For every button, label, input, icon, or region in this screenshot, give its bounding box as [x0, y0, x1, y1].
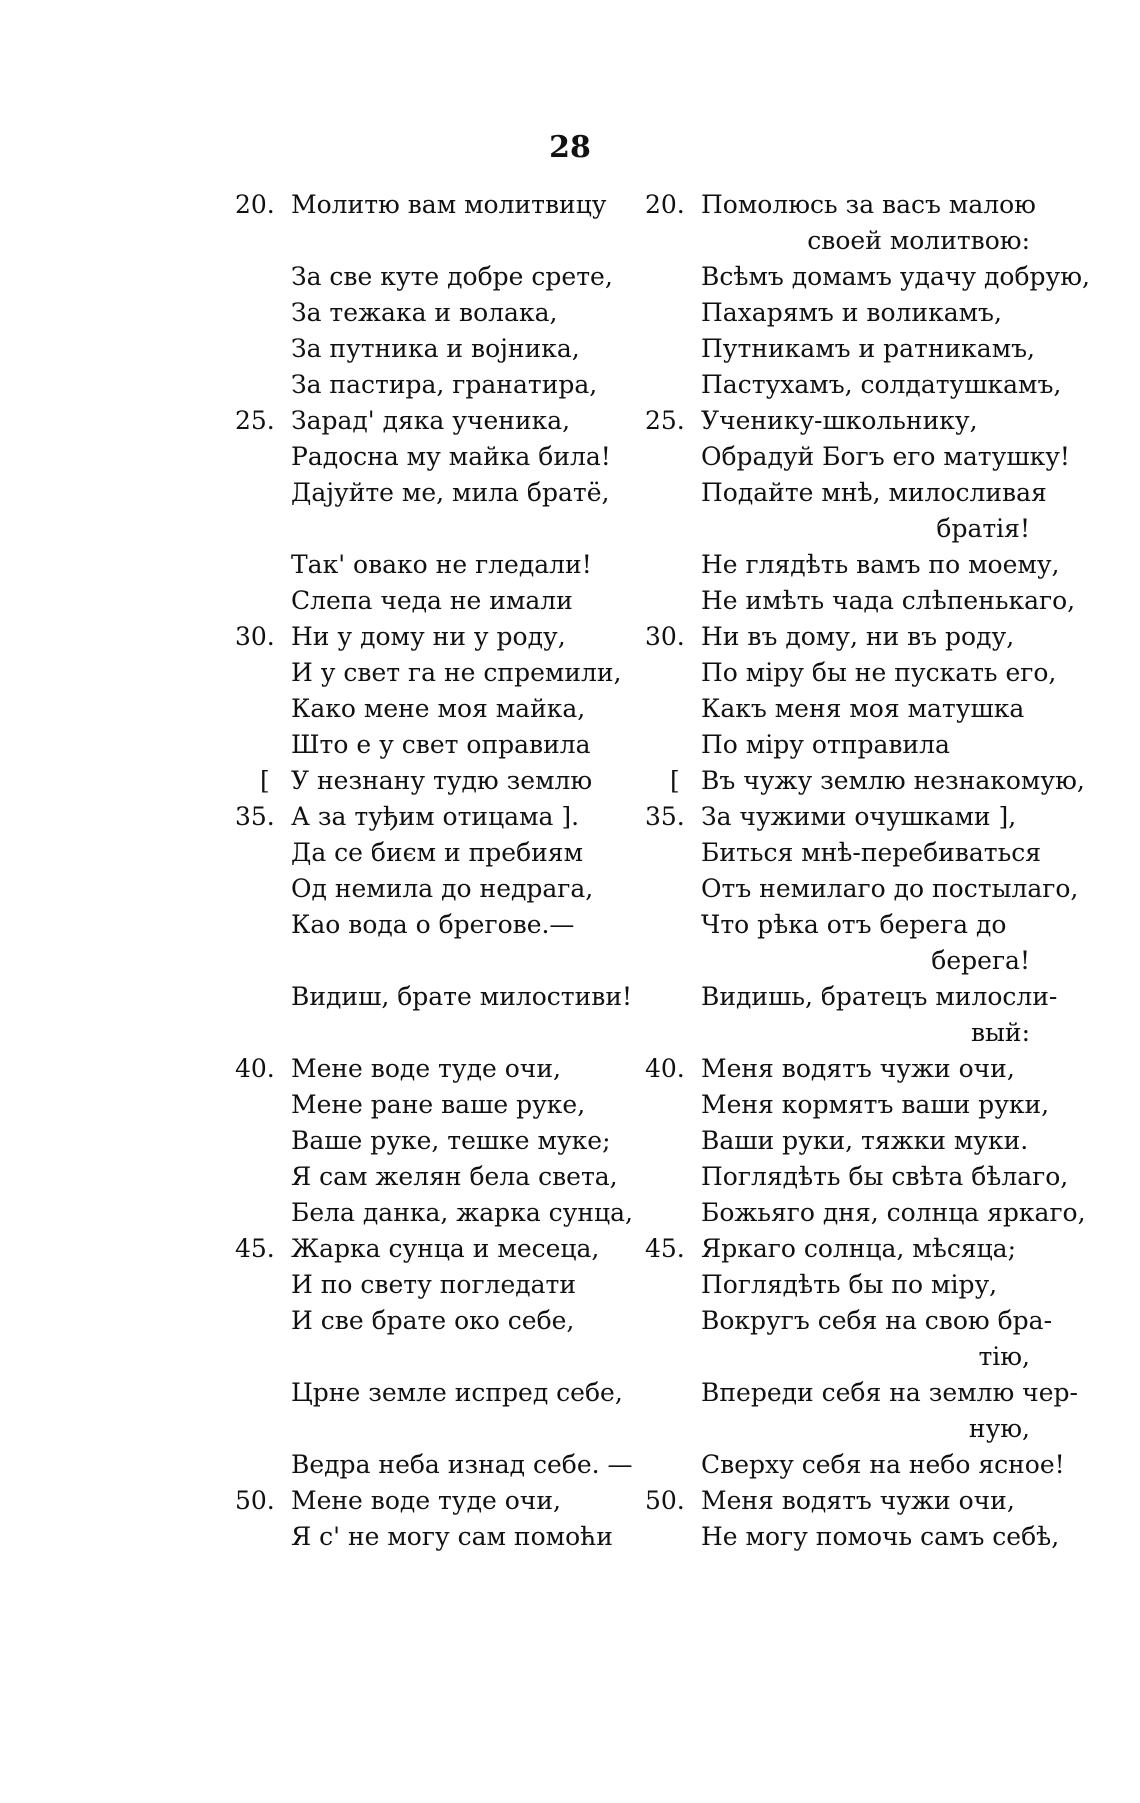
verse-number: 35.	[645, 802, 685, 831]
verse-text: За све куте добре срете,	[291, 262, 613, 291]
verse-line	[235, 187, 615, 223]
verse-line	[235, 331, 615, 367]
verse-text: Биться мнѣ-перебиваться	[701, 838, 1041, 867]
verse-text: И по свету погледати	[291, 1270, 577, 1299]
verse-text: Не могу помочь самъ себѣ,	[701, 1522, 1060, 1551]
verse-line	[645, 727, 1030, 763]
verse-text: Ваше руке, тешке муке;	[291, 1126, 611, 1155]
verse-line	[235, 727, 615, 763]
verse-line	[645, 1519, 1060, 1555]
verse-text: По міру бы не пускать его,	[701, 658, 1057, 687]
verse-line	[235, 1051, 615, 1087]
verse-text: Какъ меня моя матушка	[701, 694, 1025, 723]
verse-line	[645, 1123, 1030, 1159]
verse-text: братія!	[936, 514, 1030, 543]
verse-line	[645, 691, 1030, 727]
verse-number: 20.	[645, 190, 685, 219]
verse-line	[645, 763, 1085, 799]
verse-line	[235, 1123, 615, 1159]
verse-line	[235, 439, 615, 475]
verse-line	[235, 1195, 633, 1231]
verse-text: За путника и војника,	[291, 334, 580, 363]
verse-text: По міру отправила	[701, 730, 950, 759]
verse-number: 25.	[235, 406, 275, 435]
verse-line	[235, 475, 615, 511]
verse-line	[645, 619, 1030, 655]
verse-text: Бела данка, жарка сунца,	[291, 1198, 633, 1227]
verse-line	[645, 1195, 1086, 1231]
verse-text: Отъ немилаго до постылаго,	[701, 874, 1079, 903]
verse-continuation	[645, 511, 1030, 547]
verse-line	[235, 979, 633, 1015]
verse-text: Зарад' дяка ученика,	[291, 406, 571, 435]
verse-text: Видиш, брате милостиви!	[291, 982, 633, 1011]
verse-text: И све брате око себе,	[291, 1306, 575, 1335]
verse-line	[235, 1519, 615, 1555]
verse-line	[645, 835, 1041, 871]
verse-number: 50.	[235, 1486, 275, 1515]
verse-text: Молитю вам молитвицу	[291, 190, 607, 219]
verse-text: Мене ране ваше руке,	[291, 1090, 586, 1119]
verse-text: Да се биєм и пребиям	[291, 838, 584, 867]
verse-text: берега!	[931, 946, 1030, 975]
verse-text: Радосна му майка била!	[291, 442, 611, 471]
verse-text: Я сам желян бела света,	[291, 1162, 618, 1191]
verse-continuation	[645, 1015, 1030, 1051]
verse-text: Поглядѣть бы по міру,	[701, 1270, 998, 1299]
bracket: [	[670, 766, 680, 795]
verse-text: своей молитвою:	[807, 226, 1030, 255]
verse-line	[645, 439, 1070, 475]
verse-text: Дајуйте ме, мила братё,	[291, 478, 610, 507]
verse-text: Путникамъ и ратникамъ,	[701, 334, 1035, 363]
verse-text: Пахарямъ и воликамъ,	[701, 298, 1002, 327]
verse-line	[235, 763, 615, 799]
verse-text: Помолюсь за васъ малою	[701, 190, 1036, 219]
verse-text: тію,	[978, 1342, 1030, 1371]
verse-line	[235, 835, 615, 871]
verse-line	[645, 367, 1062, 403]
verse-line	[645, 547, 1060, 583]
verse-text: Што е у свет оправила	[291, 730, 591, 759]
serbian-column	[235, 187, 633, 1555]
verse-text: За тежака и волака,	[291, 298, 558, 327]
russian-column	[645, 187, 1090, 1555]
verse-line	[645, 1159, 1069, 1195]
verse-line	[645, 871, 1079, 907]
verse-text: Въ чужу землю незнакомую,	[701, 766, 1085, 795]
verse-number: 30.	[235, 622, 275, 651]
verse-line	[235, 1231, 615, 1267]
verse-text: За чужими очушками ],	[701, 802, 1017, 831]
verse-number: 40.	[645, 1054, 685, 1083]
verse-text: А за туђим отицама ].	[291, 802, 580, 831]
verse-line	[235, 547, 615, 583]
verse-line	[645, 979, 1058, 1015]
verse-text: Жарка сунца и месеца,	[291, 1234, 600, 1263]
verse-number: 20.	[235, 190, 275, 219]
verse-text: Од немила до недрага,	[291, 874, 594, 903]
verse-text: Пастухамъ, солдатушкамъ,	[701, 370, 1062, 399]
verse-line	[235, 1267, 615, 1303]
verse-text: Видишь, братецъ милосли-	[701, 982, 1058, 1011]
verse-continuation	[645, 1339, 1030, 1375]
verse-line	[235, 295, 615, 331]
verse-line	[645, 295, 1030, 331]
verse-line	[645, 1303, 1053, 1339]
verse-text: Ученику-школьнику,	[701, 406, 978, 435]
verse-line	[235, 1087, 615, 1123]
verse-text: Поглядѣть бы свѣта бѣлаго,	[701, 1162, 1069, 1191]
verse-line	[645, 475, 1047, 511]
verse-number: 35.	[235, 802, 275, 831]
verse-line	[235, 655, 622, 691]
verse-line	[235, 367, 615, 403]
verse-text: Црне земле испред себе,	[291, 1378, 623, 1407]
verse-line	[235, 583, 615, 619]
verse-text: Вокругъ себя на свою бра-	[701, 1306, 1053, 1335]
verse-text: Меня кормятъ ваши руки,	[701, 1090, 1050, 1119]
verse-text: вый:	[970, 1018, 1030, 1047]
verse-text: Яркаго солнца, мѣсяца;	[701, 1234, 1016, 1263]
verse-line	[645, 1087, 1050, 1123]
bracket: [	[260, 766, 270, 795]
verse-line	[235, 259, 615, 295]
verse-line	[645, 403, 1030, 439]
verse-text: Мене воде туде очи,	[291, 1486, 561, 1515]
verse-text: Так' овако не гледали!	[291, 550, 592, 579]
verse-text: Что рѣка отъ берега до	[701, 910, 1007, 939]
verse-text: Я с' не могу сам помоћи	[291, 1522, 613, 1551]
verse-line	[645, 331, 1035, 367]
verse-line	[235, 403, 615, 439]
verse-line	[645, 583, 1076, 619]
verse-number: 50.	[645, 1486, 685, 1515]
verse-text: Сверху себя на небо ясное!	[701, 1450, 1065, 1479]
verse-text: Божьяго дня, солнца яркаго,	[701, 1198, 1086, 1227]
verse-line	[235, 1303, 615, 1339]
verse-text: И у свет га не спремили,	[291, 658, 622, 687]
verse-text: Подайте мнѣ, милосливая	[701, 478, 1047, 507]
verse-text: Ни въ дому, ни въ роду,	[701, 622, 1015, 651]
verse-number: 25.	[645, 406, 685, 435]
verse-line	[235, 619, 615, 655]
verse-line	[645, 187, 1036, 223]
verse-text: ную,	[968, 1414, 1030, 1443]
verse-line	[645, 1231, 1030, 1267]
verse-continuation	[645, 223, 1030, 259]
verse-text: Не глядѣть вамъ по моему,	[701, 550, 1060, 579]
verse-line	[235, 871, 615, 907]
verse-continuation	[645, 1411, 1030, 1447]
verse-line	[235, 799, 615, 835]
verse-text: За пастира, гранатира,	[291, 370, 598, 399]
verse-number: 30.	[645, 622, 685, 651]
page-number: 28	[549, 130, 591, 165]
verse-text: Ведра неба изнад себе. —	[291, 1450, 633, 1479]
verse-text: Обрадуй Богъ его матушку!	[701, 442, 1070, 471]
verse-text: Меня водятъ чужи очи,	[701, 1486, 1015, 1515]
verse-text: Ни у дому ни у роду,	[291, 622, 566, 651]
verse-line	[645, 259, 1090, 295]
verse-text: Како мене моя майка,	[291, 694, 586, 723]
verse-line	[645, 907, 1030, 943]
verse-line	[645, 799, 1030, 835]
verse-line	[235, 1375, 623, 1411]
verse-text: Всѣмъ домамъ удачу добрую,	[701, 262, 1090, 291]
verse-text: Меня водятъ чужи очи,	[701, 1054, 1015, 1083]
verse-number: 45.	[235, 1234, 275, 1263]
verse-line	[645, 1483, 1030, 1519]
verse-line	[235, 907, 615, 943]
verse-text: У незнану тудю землю	[291, 766, 593, 795]
verse-line	[235, 1447, 633, 1483]
verse-line	[645, 1447, 1065, 1483]
verse-line	[645, 1267, 1030, 1303]
verse-number: 40.	[235, 1054, 275, 1083]
verse-line	[235, 1483, 615, 1519]
verse-text: Не имѣть чада слѣпенькаго,	[701, 586, 1076, 615]
verse-number: 45.	[645, 1234, 685, 1263]
verse-continuation	[645, 943, 1030, 979]
verse-line	[645, 655, 1057, 691]
verse-text: Впереди себя на землю чер-	[701, 1378, 1078, 1407]
verse-text: Као вода о брегове.—	[291, 910, 575, 939]
verse-line	[645, 1051, 1030, 1087]
verse-line	[235, 1159, 618, 1195]
verse-text: Слепа чеда не имали	[291, 586, 573, 615]
verse-text: Ваши руки, тяжки муки.	[701, 1126, 1029, 1155]
verse-text: Мене воде туде очи,	[291, 1054, 561, 1083]
verse-line	[645, 1375, 1078, 1411]
verse-line	[235, 691, 615, 727]
